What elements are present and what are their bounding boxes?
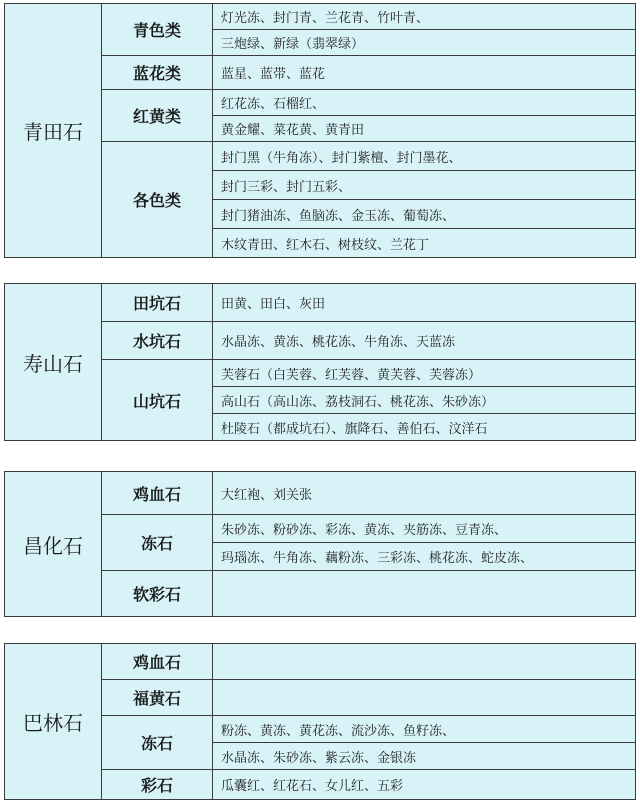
main-category: 巴林石 [5,644,102,800]
sub-category: 软彩石 [102,571,213,617]
sub-category: 彩石 [102,770,213,800]
variety-line [213,644,636,680]
sub-category: 各色类 [102,142,213,258]
variety-line: 灯光冻、封门青、兰花青、竹叶青、 [213,4,636,30]
variety-line: 杜陵石（都成坑石）、旗降石、善伯石、汶洋石 [213,414,636,441]
sub-category: 福黄石 [102,680,213,716]
main-category: 青田石 [5,4,102,258]
variety-line: 黄金耀、菜花黄、黄青田 [213,116,636,142]
variety-line: 封门猪油冻、鱼脑冻、金玉冻、葡萄冻、 [213,200,636,229]
sub-category: 山坑石 [102,360,213,441]
variety-line: 水晶冻、朱砂冻、紫云冻、金银冻 [213,743,636,770]
sub-category: 鸡血石 [102,472,213,515]
variety-line: 朱砂冻、粉砂冻、彩冻、黄冻、夹筋冻、豆青冻、 [213,515,636,543]
stone-table-changhua [4,471,636,617]
sub-category: 红黄类 [102,90,213,142]
sub-category: 冻石 [102,716,213,770]
variety-line: 瓜囊红、红花石、女儿红、五彩 [213,770,636,800]
variety-line: 粉冻、黄冻、黄花冻、流沙冻、鱼籽冻、 [213,716,636,743]
variety-line: 蓝星、蓝带、蓝花 [213,56,636,90]
variety-line: 三炮绿、新绿（翡翠绿） [213,30,636,56]
stone-table-balin [4,643,636,800]
variety-line: 红花冻、石榴红、 [213,90,636,116]
main-category: 寿山石 [5,284,102,441]
sub-category: 鸡血石 [102,644,213,680]
variety-line: 封门三彩、封门五彩、 [213,171,636,200]
variety-line: 芙蓉石（白芙蓉、红芙蓉、黄芙蓉、芙蓉冻） [213,360,636,387]
variety-line: 水晶冻、黄冻、桃花冻、牛角冻、天蓝冻 [213,322,636,360]
variety-line: 大红袍、刘关张 [213,472,636,515]
variety-line: 玛瑙冻、牛角冻、藕粉冻、三彩冻、桃花冻、蛇皮冻、 [213,543,636,571]
main-category: 昌化石 [5,472,102,617]
variety-line: 高山石（高山冻、荔枝洞石、桃花冻、朱砂冻） [213,387,636,414]
sub-category: 冻石 [102,515,213,571]
stone-table-shoushan [4,283,636,441]
sub-category: 田坑石 [102,284,213,322]
sub-category: 青色类 [102,4,213,56]
sub-category: 水坑石 [102,322,213,360]
stone-table-qingtian [4,3,636,258]
variety-line: 木纹青田、红木石、树枝纹、兰花丁 [213,229,636,258]
sub-category: 蓝花类 [102,56,213,90]
variety-line: 封门黑（牛角冻）、封门紫檀、封门墨花、 [213,142,636,171]
variety-line [213,571,636,617]
variety-line: 田黄、田白、灰田 [213,284,636,322]
variety-line [213,680,636,716]
